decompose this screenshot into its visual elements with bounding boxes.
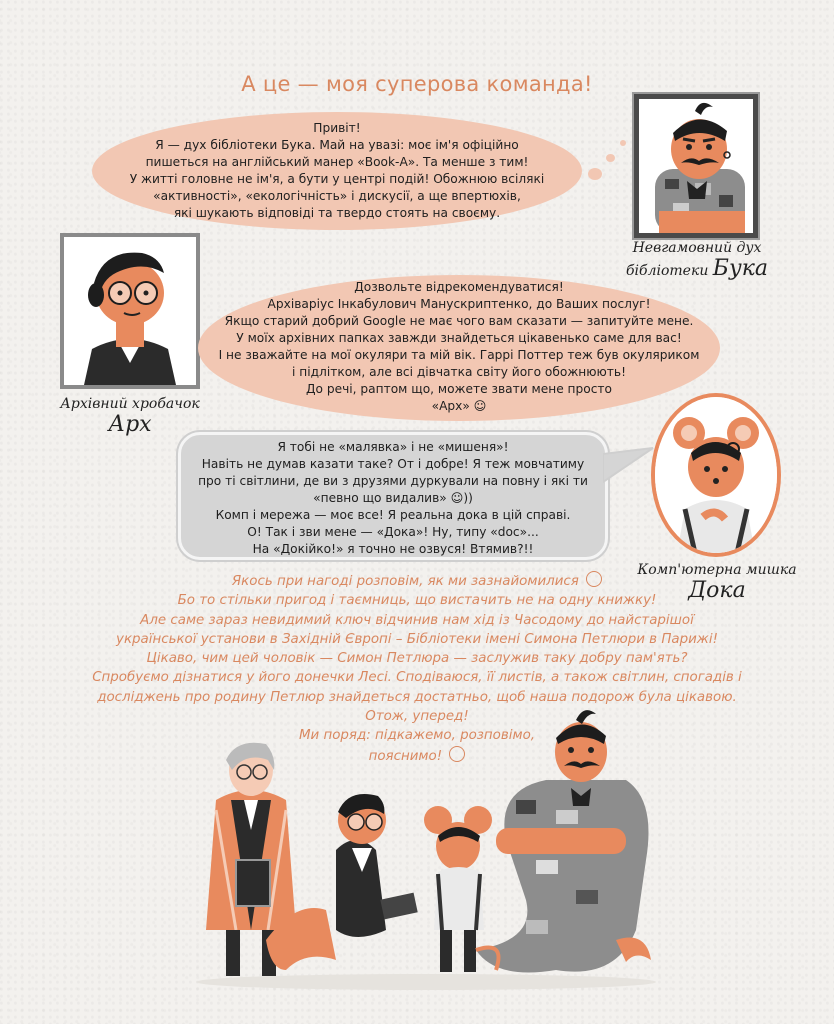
team-illustration	[176, 700, 676, 1000]
buka-speech-bubble	[92, 112, 582, 230]
story-line: Але саме зараз невидимий ключ відчинив нам хід із Часодому до найстарішої	[140, 612, 694, 628]
bubble-line: Навіть не думав казати таке? От і добре! Я теж мовчатиму	[201, 457, 585, 471]
bubble-line: До речі, раптом що, можете звати мене просто	[306, 382, 612, 396]
bubble-line: «Арх» ☺	[431, 399, 487, 413]
bubble-line: І не зважайте на мої окуляри та мій вік. Гаррі Поттер теж був окуляриком	[218, 348, 700, 362]
doka-speech-bubble	[178, 432, 608, 560]
bubble-line: Якщо старий добрий Google не має чого вам сказати — запитуйте мене.	[224, 314, 694, 328]
bubble-line: і підлітком, але всі дівчатка світу його обожнюють!	[292, 365, 626, 379]
arkh-icon	[64, 237, 196, 385]
bubble-line: про ті світлини, де ви з друзями дуркували на повну і які ти	[198, 474, 588, 488]
caption-name: Бука	[712, 256, 768, 281]
story-line: досліджень про родину Петлюр знайдеться достатньо, щоб наша подорож була цікавою.	[97, 689, 737, 705]
story-line: Цікаво, чим цей чоловік — Симон Петлюра — заслужив таку добру пам'ять?	[146, 651, 688, 667]
doka-figure	[424, 806, 499, 972]
caption-line: Комп'ютерна мишка	[637, 562, 797, 578]
buka-icon	[639, 99, 753, 233]
arkh-speech-bubble	[198, 275, 720, 421]
doka-portrait	[651, 393, 781, 557]
bubble-line: О! Так і зви мене — «Дока»! Ну, типу «doc»...	[247, 525, 539, 539]
caption-line	[626, 256, 768, 281]
story-line: української установи в Західній Європі – Бібліотеки імені Симона Петлюри в Парижі!	[116, 631, 718, 647]
arkh-caption	[40, 396, 220, 437]
bubble-line: Архіваріус Інкабулович Манускриптенко, до Ваших послуг!	[267, 297, 651, 311]
caption-name: Дока	[688, 578, 746, 603]
story-line	[60, 571, 774, 591]
bubble-line: «активності», «екологічність» і дискусії, а ще впертюхів,	[153, 189, 521, 203]
buka-caption	[612, 240, 782, 281]
bubble-line: Я — дух бібліотеки Бука. Май на увазі: моє ім'я офіційно	[155, 138, 519, 152]
caption-word: бібліотеки	[626, 263, 709, 279]
bubble-tail-dot	[606, 154, 615, 162]
bubble-tail-dot	[620, 140, 626, 146]
story-line-text: пояснимо!	[368, 748, 443, 764]
caption-line: Невгамовний дух	[632, 240, 762, 256]
arkh-portrait	[60, 233, 200, 389]
bubble-line: Дозвольте відрекомендуватися!	[354, 280, 564, 294]
bubble-line: На «Докійко!» я точно не озвуся! Втямив?!!	[252, 542, 534, 556]
bubble-tail-dot	[588, 168, 602, 180]
bubble-line: Я тобі не «малявка» і не «мишеня»!	[277, 440, 509, 454]
smiley-icon	[586, 571, 602, 587]
story-line: Ми поряд: підкажемо, розповімо,	[298, 728, 536, 744]
bubble-line: Привіт!	[313, 121, 361, 135]
buka-figure	[476, 710, 651, 972]
bubble-line: які шукають відповіді та твердо стоять на своєму.	[173, 206, 501, 220]
bubble-line: У житті головне не ім'я, а бути у центрі подій! Обожнюю всілякі	[129, 172, 545, 186]
bubble-line: У моїх архівних папках завжди знайдеться цікавенько саме для вас!	[236, 331, 682, 345]
doka-icon	[655, 397, 777, 553]
bubble-tail	[603, 446, 655, 486]
bubble-line: пишеться на англійський манер «Book-А». Та менше з тим!	[145, 155, 529, 169]
story-line-text: Якось при нагоді розповім, як ми зазнайомилися	[231, 574, 579, 589]
story-line: Бо то стільки пригод і таємниць, що вистачить не на одну книжку!	[177, 593, 657, 609]
buka-portrait	[634, 94, 758, 238]
story-line: Отож, уперед!	[365, 709, 469, 725]
page-title: А це — моя суперова команда!	[241, 72, 593, 96]
bubble-line: Комп і мережа — моє все! Я реальна дока в цій справі.	[215, 508, 571, 522]
story-line: Спробуємо дізнатися у його донечки Лесі. Сподіваюся, її листів, а також світлин, спогадів і	[92, 670, 742, 686]
caption-name: Арх	[108, 412, 152, 437]
caption-line: Архівний хробачок	[60, 396, 200, 412]
bubble-line: «певно що видалив» ☺))	[313, 491, 473, 505]
